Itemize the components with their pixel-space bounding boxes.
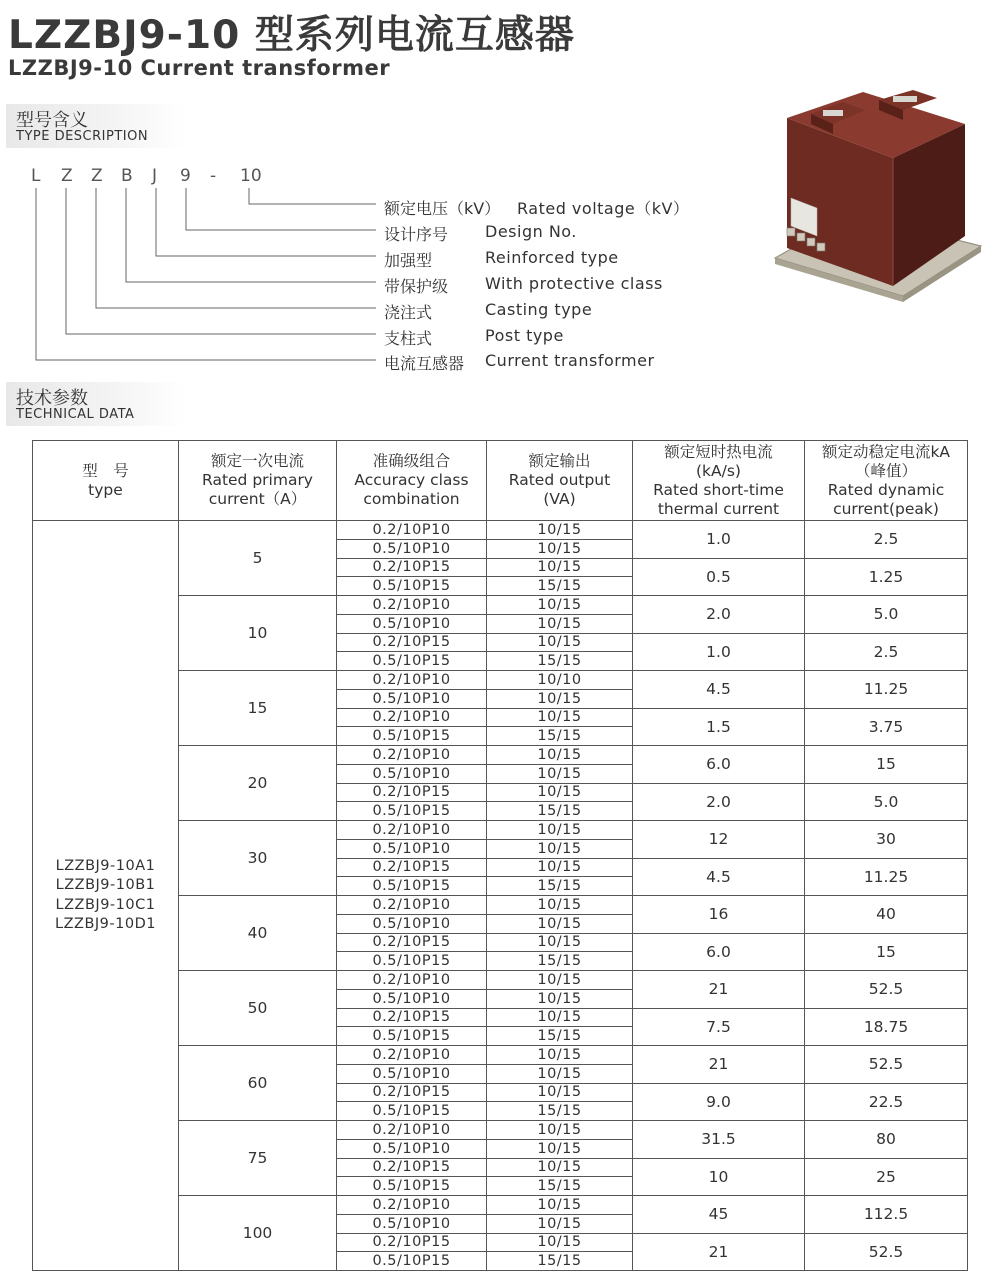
accuracy-class-cell: 0.5/10P10 bbox=[337, 1139, 487, 1158]
description-cn: 设计序号 bbox=[384, 225, 449, 244]
thermal-current-cell: 2.0 bbox=[633, 596, 805, 634]
header-accuracy-class-en: Accuracy class combination bbox=[354, 471, 469, 508]
accuracy-class-cell: 0.5/10P15 bbox=[337, 877, 487, 896]
connector-line bbox=[249, 188, 376, 204]
technical-data-table bbox=[32, 440, 968, 1271]
rated-output-cell: 10/15 bbox=[487, 1064, 633, 1083]
code-letter: - bbox=[210, 166, 217, 186]
accuracy-class-cell: 0.2/10P10 bbox=[337, 671, 487, 690]
description-en: Post type bbox=[485, 326, 564, 345]
table-header-row bbox=[33, 441, 968, 521]
rated-output-cell: 10/15 bbox=[487, 914, 633, 933]
code-letter: Z bbox=[61, 166, 73, 186]
accuracy-class-cell: 0.2/10P15 bbox=[337, 1008, 487, 1027]
accuracy-class-cell: 0.2/10P15 bbox=[337, 1233, 487, 1252]
rated-output-cell: 10/15 bbox=[487, 633, 633, 652]
rated-output-cell: 15/15 bbox=[487, 727, 633, 746]
header-rated-output-en: Rated output (VA) bbox=[508, 471, 611, 508]
header-rated-output bbox=[487, 441, 633, 521]
primary-current-cell: 30 bbox=[179, 821, 337, 896]
product-image bbox=[773, 86, 985, 308]
dynamic-current-cell: 11.25 bbox=[805, 671, 968, 709]
header-thermal-current-en: Rated short-time thermal current bbox=[653, 480, 784, 518]
code-letter: B bbox=[121, 166, 133, 186]
accuracy-class-cell: 0.2/10P15 bbox=[337, 783, 487, 802]
header-thermal-current-cn: 额定短时热电流(kA/s) bbox=[664, 442, 773, 480]
technical-data-heading-en: TECHNICAL DATA bbox=[16, 407, 135, 422]
thermal-current-cell: 9.0 bbox=[633, 1083, 805, 1121]
connector-line bbox=[66, 188, 376, 334]
thermal-current-cell: 21 bbox=[633, 1233, 805, 1271]
dynamic-current-cell: 52.5 bbox=[805, 1233, 968, 1271]
dynamic-current-cell: 2.5 bbox=[805, 521, 968, 559]
description-en: Design No. bbox=[485, 222, 577, 241]
accuracy-class-cell: 0.2/10P15 bbox=[337, 933, 487, 952]
accuracy-class-cell: 0.5/10P15 bbox=[337, 577, 487, 596]
accuracy-class-cell: 0.5/10P15 bbox=[337, 952, 487, 971]
dynamic-current-cell: 3.75 bbox=[805, 708, 968, 746]
model-name: LZZBJ9-10B1 bbox=[55, 877, 156, 893]
rated-output-cell: 15/15 bbox=[487, 1177, 633, 1196]
table-row bbox=[33, 521, 968, 540]
dynamic-current-cell: 52.5 bbox=[805, 971, 968, 1009]
primary-current-cell: 5 bbox=[179, 521, 337, 596]
accuracy-class-cell: 0.2/10P10 bbox=[337, 521, 487, 540]
code-letter: Z bbox=[91, 166, 103, 186]
accuracy-class-cell: 0.2/10P10 bbox=[337, 1121, 487, 1140]
type-description-heading-cn: 型号含义 bbox=[16, 110, 88, 131]
primary-current-cell: 40 bbox=[179, 896, 337, 971]
primary-current-cell: 50 bbox=[179, 971, 337, 1046]
rated-output-cell: 15/15 bbox=[487, 877, 633, 896]
accuracy-class-cell: 0.5/10P15 bbox=[337, 1102, 487, 1121]
description-en: Casting type bbox=[485, 300, 593, 319]
accuracy-class-cell: 0.2/10P10 bbox=[337, 896, 487, 915]
rated-output-cell: 10/15 bbox=[487, 783, 633, 802]
accuracy-class-cell: 0.5/10P15 bbox=[337, 652, 487, 671]
thermal-current-cell: 6.0 bbox=[633, 933, 805, 971]
rated-output-cell: 10/15 bbox=[487, 821, 633, 840]
table-body bbox=[33, 521, 968, 1271]
rated-output-cell: 10/15 bbox=[487, 539, 633, 558]
connector-line bbox=[186, 188, 376, 230]
dynamic-current-cell: 2.5 bbox=[805, 633, 968, 671]
accuracy-class-cell: 0.5/10P10 bbox=[337, 914, 487, 933]
model-cell bbox=[33, 521, 179, 1271]
description-en: Reinforced type bbox=[485, 248, 619, 267]
thermal-current-cell: 16 bbox=[633, 896, 805, 934]
page-title: LZZBJ9-10 型系列电流互感器 bbox=[8, 13, 575, 58]
rated-output-cell: 10/15 bbox=[487, 689, 633, 708]
accuracy-class-cell: 0.2/10P15 bbox=[337, 633, 487, 652]
dynamic-current-cell: 25 bbox=[805, 1158, 968, 1196]
thermal-current-cell: 6.0 bbox=[633, 746, 805, 784]
thermal-current-cell: 7.5 bbox=[633, 1008, 805, 1046]
technical-data-heading bbox=[6, 382, 186, 426]
header-type-cn: 型 号 bbox=[82, 461, 129, 480]
accuracy-class-cell: 0.2/10P15 bbox=[337, 558, 487, 577]
connector-line bbox=[156, 188, 376, 256]
page-subtitle: LZZBJ9-10 Current transformer bbox=[8, 56, 391, 80]
description-cn: 额定电压（kV） bbox=[384, 199, 501, 218]
header-rated-primary-current bbox=[179, 441, 337, 521]
header-rated-primary-current-en: Rated primary current（A） bbox=[202, 471, 313, 508]
accuracy-class-cell: 0.5/10P15 bbox=[337, 727, 487, 746]
description-cn: 支柱式 bbox=[384, 329, 433, 348]
accuracy-class-cell: 0.5/10P15 bbox=[337, 1027, 487, 1046]
accuracy-class-cell: 0.2/10P10 bbox=[337, 708, 487, 727]
rated-output-cell: 10/15 bbox=[487, 1158, 633, 1177]
rated-output-cell: 10/15 bbox=[487, 858, 633, 877]
accuracy-class-cell: 0.2/10P10 bbox=[337, 1196, 487, 1215]
rated-output-cell: 10/15 bbox=[487, 933, 633, 952]
rated-output-cell: 15/15 bbox=[487, 1102, 633, 1121]
thermal-current-cell: 10 bbox=[633, 1158, 805, 1196]
rated-output-cell: 10/15 bbox=[487, 1008, 633, 1027]
accuracy-class-cell: 0.2/10P10 bbox=[337, 1046, 487, 1065]
dynamic-current-cell: 11.25 bbox=[805, 858, 968, 896]
dynamic-current-cell: 5.0 bbox=[805, 596, 968, 634]
dynamic-current-cell: 15 bbox=[805, 746, 968, 784]
code-letter: J bbox=[152, 166, 158, 186]
accuracy-class-cell: 0.5/10P15 bbox=[337, 1177, 487, 1196]
accuracy-class-cell: 0.2/10P15 bbox=[337, 1158, 487, 1177]
accuracy-class-cell: 0.2/10P10 bbox=[337, 821, 487, 840]
connector-line bbox=[126, 188, 376, 282]
primary-current-cell: 75 bbox=[179, 1121, 337, 1196]
rated-output-cell: 10/15 bbox=[487, 558, 633, 577]
accuracy-class-cell: 0.2/10P10 bbox=[337, 746, 487, 765]
thermal-current-cell: 2.0 bbox=[633, 783, 805, 821]
rated-output-cell: 10/15 bbox=[487, 1196, 633, 1215]
thermal-current-cell: 45 bbox=[633, 1196, 805, 1234]
technical-data-heading-cn: 技术参数 bbox=[16, 388, 88, 409]
thermal-current-cell: 21 bbox=[633, 1046, 805, 1084]
rated-output-cell: 10/15 bbox=[487, 1214, 633, 1233]
accuracy-class-cell: 0.5/10P10 bbox=[337, 1214, 487, 1233]
rated-output-cell: 10/15 bbox=[487, 971, 633, 990]
accuracy-class-cell: 0.5/10P10 bbox=[337, 989, 487, 1008]
connector-line bbox=[96, 188, 376, 308]
model-name: LZZBJ9-10D1 bbox=[55, 916, 156, 932]
dynamic-current-cell: 5.0 bbox=[805, 783, 968, 821]
accuracy-class-cell: 0.5/10P10 bbox=[337, 539, 487, 558]
dynamic-current-cell: 1.25 bbox=[805, 558, 968, 596]
rated-output-cell: 10/15 bbox=[487, 746, 633, 765]
header-dynamic-current-cn: 额定动稳定电流kA（峰值） bbox=[821, 442, 951, 480]
thermal-current-cell: 4.5 bbox=[633, 858, 805, 896]
type-description-heading-en: TYPE DESCRIPTION bbox=[16, 129, 149, 144]
primary-current-cell: 100 bbox=[179, 1196, 337, 1271]
rated-output-cell: 10/15 bbox=[487, 596, 633, 615]
description-en: Current transformer bbox=[485, 351, 655, 370]
rated-output-cell: 10/15 bbox=[487, 989, 633, 1008]
rated-output-cell: 10/15 bbox=[487, 1139, 633, 1158]
description-cn: 浇注式 bbox=[384, 303, 433, 322]
dynamic-current-cell: 15 bbox=[805, 933, 968, 971]
dynamic-current-cell: 80 bbox=[805, 1121, 968, 1159]
dynamic-current-cell: 40 bbox=[805, 896, 968, 934]
code-letter: 9 bbox=[180, 166, 191, 186]
description-cn: 电流互感器 bbox=[384, 354, 465, 373]
rated-output-cell: 15/15 bbox=[487, 652, 633, 671]
model-name: LZZBJ9-10C1 bbox=[55, 896, 156, 913]
thermal-current-cell: 12 bbox=[633, 821, 805, 859]
accuracy-class-cell: 0.5/10P10 bbox=[337, 839, 487, 858]
accuracy-class-cell: 0.5/10P10 bbox=[337, 689, 487, 708]
thermal-current-cell: 0.5 bbox=[633, 558, 805, 596]
description-en: Rated voltage（kV） bbox=[517, 199, 690, 218]
dynamic-current-cell: 30 bbox=[805, 821, 968, 859]
description-en: With protective class bbox=[485, 274, 663, 293]
header-accuracy-class-cn: 准确级组合 bbox=[372, 452, 451, 470]
dynamic-current-cell: 22.5 bbox=[805, 1083, 968, 1121]
primary-current-cell: 15 bbox=[179, 671, 337, 746]
rated-output-cell: 10/15 bbox=[487, 708, 633, 727]
header-rated-primary-current-cn: 额定一次电流 bbox=[210, 452, 304, 470]
rated-output-cell: 15/15 bbox=[487, 577, 633, 596]
rated-output-cell: 10/15 bbox=[487, 1121, 633, 1140]
accuracy-class-cell: 0.2/10P10 bbox=[337, 596, 487, 615]
dynamic-current-cell: 52.5 bbox=[805, 1046, 968, 1084]
rated-output-cell: 15/15 bbox=[487, 952, 633, 971]
rated-output-cell: 10/15 bbox=[487, 521, 633, 540]
thermal-current-cell: 31.5 bbox=[633, 1121, 805, 1159]
code-letter: L bbox=[31, 166, 41, 186]
accuracy-class-cell: 0.2/10P15 bbox=[337, 1083, 487, 1102]
dynamic-current-cell: 112.5 bbox=[805, 1196, 968, 1234]
rated-output-cell: 10/15 bbox=[487, 764, 633, 783]
thermal-current-cell: 21 bbox=[633, 971, 805, 1009]
thermal-current-cell: 1.5 bbox=[633, 708, 805, 746]
accuracy-class-cell: 0.2/10P15 bbox=[337, 858, 487, 877]
header-type-en: type bbox=[88, 480, 123, 499]
accuracy-class-cell: 0.5/10P15 bbox=[337, 802, 487, 821]
rated-output-cell: 15/15 bbox=[487, 1252, 633, 1271]
rated-output-cell: 10/15 bbox=[487, 614, 633, 633]
rated-output-cell: 10/15 bbox=[487, 1083, 633, 1102]
dynamic-current-cell: 18.75 bbox=[805, 1008, 968, 1046]
accuracy-class-cell: 0.5/10P10 bbox=[337, 764, 487, 783]
header-accuracy-class bbox=[337, 441, 487, 521]
rated-output-cell: 15/15 bbox=[487, 802, 633, 821]
header-thermal-current bbox=[633, 441, 805, 521]
accuracy-class-cell: 0.5/10P10 bbox=[337, 614, 487, 633]
accuracy-class-cell: 0.2/10P10 bbox=[337, 971, 487, 990]
rated-output-cell: 10/15 bbox=[487, 839, 633, 858]
rated-output-cell: 10/15 bbox=[487, 1046, 633, 1065]
header-type bbox=[33, 441, 179, 521]
thermal-current-cell: 1.0 bbox=[633, 633, 805, 671]
rated-output-cell: 10/15 bbox=[487, 1233, 633, 1252]
thermal-current-cell: 1.0 bbox=[633, 521, 805, 559]
header-rated-output-cn: 额定输出 bbox=[528, 452, 591, 470]
model-name: LZZBJ9-10A1 bbox=[55, 857, 156, 874]
rated-output-cell: 10/15 bbox=[487, 896, 633, 915]
rated-output-cell: 15/15 bbox=[487, 1027, 633, 1046]
accuracy-class-cell: 0.5/10P10 bbox=[337, 1064, 487, 1083]
accuracy-class-cell: 0.5/10P15 bbox=[337, 1252, 487, 1271]
primary-current-cell: 60 bbox=[179, 1046, 337, 1121]
code-letter: 10 bbox=[240, 166, 262, 186]
thermal-current-cell: 4.5 bbox=[633, 671, 805, 709]
rated-output-cell: 10/10 bbox=[487, 671, 633, 690]
primary-current-cell: 10 bbox=[179, 596, 337, 671]
description-cn: 带保护级 bbox=[384, 277, 449, 296]
header-dynamic-current bbox=[805, 441, 968, 521]
type-code-connector-lines bbox=[0, 0, 400, 370]
description-cn: 加强型 bbox=[384, 251, 433, 270]
primary-current-cell: 20 bbox=[179, 746, 337, 821]
header-dynamic-current-en: Rated dynamic current(peak) bbox=[827, 480, 945, 518]
